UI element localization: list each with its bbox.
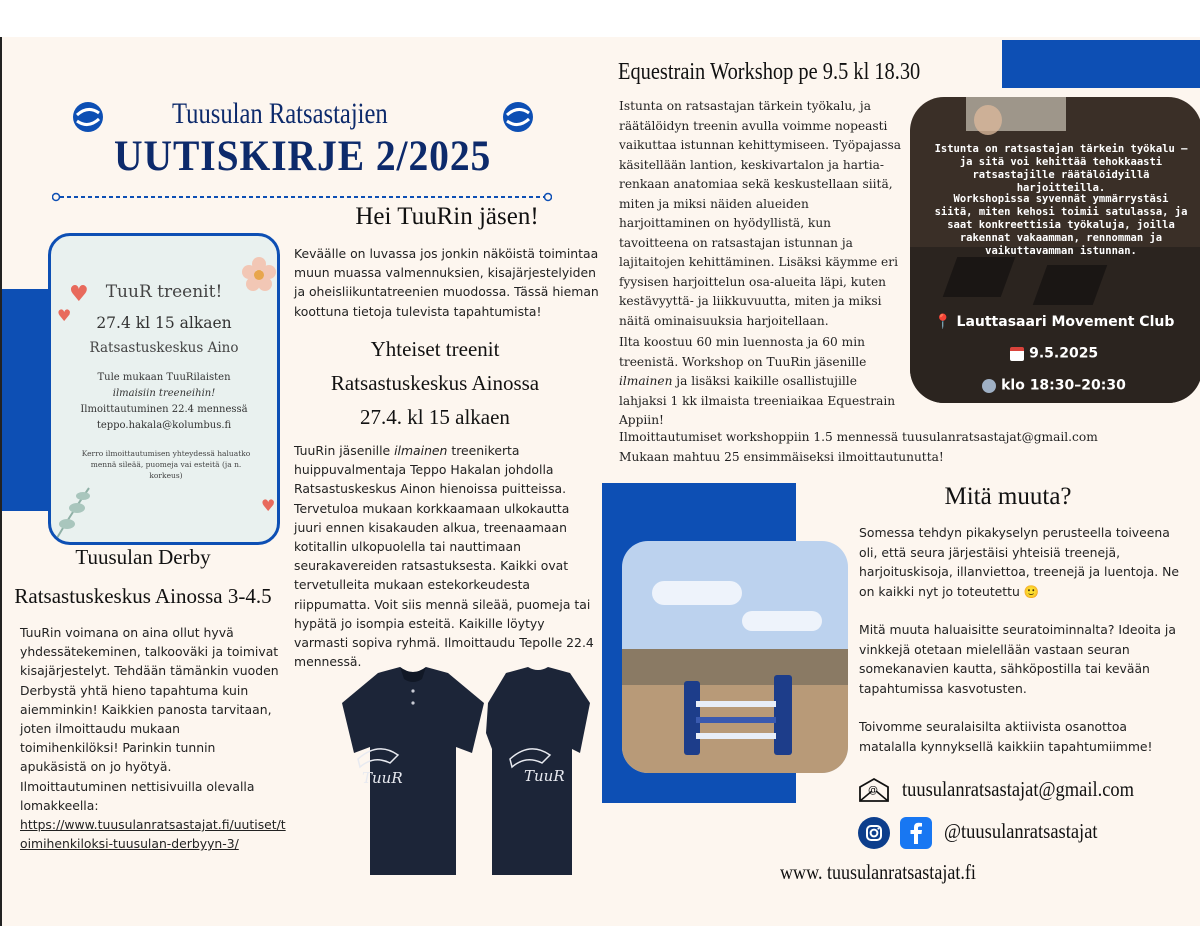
shirt-logo-text: TuuR: [362, 769, 403, 787]
treenit-card-small: Kerro ilmoittautumisen yhteydessä haluatko mennä sileää, puomeja vai esteitä (ja n. korkeus): [81, 449, 251, 480]
clock-icon: [982, 379, 996, 393]
contact-email[interactable]: tuusulanratsastajat@gmail.com: [902, 777, 1135, 801]
derby-heading-2: Ratsastuskeskus Ainossa 3-4.5: [14, 584, 272, 608]
arena-cloud: [652, 581, 742, 605]
treenit-card-line2: ilmaisiin treeneihin!: [112, 388, 216, 399]
workshop-text-2-italic: ilmainen: [619, 374, 673, 388]
workshop-text-2: [619, 333, 903, 431]
treenit-card-date: 27.4 kl 15 alkaen: [96, 314, 232, 332]
svg-text:@: @: [868, 785, 878, 796]
arena-photo: [622, 541, 848, 773]
derby-text: [20, 623, 286, 853]
treenit-card-line4: teppo.hakala@kolumbus.fi: [96, 420, 232, 431]
leaf-decoration: [53, 484, 93, 544]
arena-jump-pole: [696, 733, 776, 739]
heart-icon: ♥: [69, 282, 89, 307]
promo-time-row: [982, 375, 1126, 394]
yhteiset-text-rest: treenikerta huippuvalmentaja Teppo Hakalan johdolla Ratsastuskeskus Ainon hienoissa puitteissa. Tervetuloa mukaan korkkaamaan ulkokautta juuri ennen kisakauden alkua, treenaamaan kotitallin ulkopuolella tai nauttimaan seurakavereiden ratsastuksesta. Kaikki ovat tervetulleita mukaan estekorkeudesta riippumatta. Voit siis mennä sileää, puomeja tai hypätä jo isompia esteitä. Kaikille löytyy varmasti sopiva ryhmä. Ilmoittaudu Tepolle 22.4 mennessä.: [294, 443, 594, 670]
promo-figure: [974, 105, 1002, 135]
contact-website[interactable]: www. tuusulanratsastajat.fi: [780, 860, 976, 884]
workshop-signup-2: Mukaan mahtuu 25 ensimmäiseksi ilmoittautunutta!: [619, 450, 944, 464]
facebook-icon[interactable]: [900, 817, 932, 849]
workshop-text-2-start: Ilta koostuu 60 min luennosta ja 60 min treenistä. Workshop on TuuRin jäsenille: [619, 335, 867, 369]
arena-buildings: [622, 649, 848, 685]
muuta-text: [859, 523, 1185, 756]
calendar-icon: [1010, 347, 1024, 361]
swirl-icon: [502, 101, 534, 137]
muuta-para-3: Toivomme seuralaisilta aktiivista osanottoa matalalla kynnyksellä kaikkiin tapahtumiimme!: [859, 719, 1153, 754]
arena-jump-standard: [774, 675, 792, 755]
blue-block-left: [2, 289, 54, 511]
yhteiset-heading-2: Ratsastuskeskus Ainossa: [330, 371, 540, 395]
muuta-heading: Mitä muuta?: [944, 483, 1072, 510]
header-subtitle: Tuusulan Ratsastajien: [172, 97, 388, 130]
swirl-icon: [72, 101, 104, 137]
heart-icon: ♥: [57, 306, 72, 325]
arena-ground: [622, 685, 848, 773]
shirt-back-image: [486, 663, 590, 885]
instagram-icon[interactable]: [858, 817, 890, 849]
muuta-para-1: Somessa tehdyn pikakyselyn perusteella toiveena oli, että seura järjestäisi yhteisiä treenejä, harjoituskisoja, illanviettoa, treenejä ja luentoja. Ne on kaikki nyt jo toteutettu 🙂: [859, 525, 1180, 599]
arena-jump-pole: [696, 701, 776, 707]
welcome-heading: Hei TuuRin jäsen!: [355, 203, 539, 230]
contact-social[interactable]: @tuusulanratsastajat: [944, 819, 1098, 843]
workshop-text-1: Istunta on ratsastajan tärkein työkalu, ja räätälöidyn treenin avulla voimme nopeasti vaikuttaa istunnan kehittymiseen. Työpajassa käsitellään lantion, keskivartalon ja hartia-renkaan anatomiaa sekä keskustellaan siitä, miten ja miksi näiden alueiden harjoittaminen on hyödyllistä, kun tavoitteena on ratsastajan istunnan ja lajitaitojen kehittäminen. Lisäksi käymme eri fyysisen harjoittelun osa-alueita läpi, kuten kestävyyttä- ja liikkuvuutta, miten ja miksi näitä ominaisuuksia harjoitellaan.: [619, 99, 902, 328]
arena-cloud: [742, 611, 822, 631]
promo-text-2: Workshopissa syvennät ymmärrystäsi siitä, miten kehosi toimii satulassa, ja saat konkreettisia työkaluja, joilla rakennat vakaamman, rennomman ja vaikuttavamman istunnan.: [934, 193, 1188, 257]
muuta-para-2: Mitä muuta haluaisitte seuratoiminnalta? Ideoita ja vinkkejä otetaan mielellään vastaan seuran somekanavien kautta, sähköpostilla tai kevään tapahtumissa kasvotusten.: [859, 622, 1176, 696]
promo-time: klo 18:30–20:30: [1001, 377, 1126, 394]
yhteiset-heading-1: Yhteiset treenit: [370, 337, 500, 361]
derby-link-line-2: oimihenkiloksi-tuusulan-derbyyn-3/: [20, 836, 239, 852]
promo-text-1: Istunta on ratsastajan tärkein työkalu – ja sitä voi kehittää tehokkaasti ratsastajille räätälöidyillä harjoitteilla.: [934, 143, 1188, 194]
yhteiset-text-start: TuuRin jäsenille: [294, 443, 395, 458]
shirt-front-image: [338, 663, 488, 885]
treenit-card-line1: Tule mukaan TuuRilaisten: [97, 372, 231, 383]
promo-date-row: [1010, 343, 1098, 362]
workshop-promo-image: [910, 97, 1200, 403]
header-title: UUTISKIRJE 2/2025: [114, 133, 492, 180]
derby-text-body: TuuRin voimana on aina ollut hyvä yhdessätekeminen, talkooväki ja toimivat kisajärjestelyt. Tehdään tämänkin vuoden Derbystä yhtä hieno tapahtuma kuin aiemminkin! Kaikkien panosta tarvitaan, joten ilmoittaudu mukaan toimihenkilöksi! Parinkin tunnin apukäsistä on jo hyötyä. Ilmoittautuminen nettisivuilla olevalla lomakkeella:: [20, 625, 279, 813]
newsletter-page: [0, 37, 1200, 926]
treenit-card-title: TuuR treenit!: [105, 282, 223, 302]
arena-jump-pole: [696, 717, 776, 723]
treenit-card: [48, 233, 280, 545]
derby-heading-1: Tuusulan Derby: [75, 545, 211, 569]
workshop-signup-1: Ilmoittautumiset workshoppiin 1.5 mennessä tuusulanratsastajat@gmail.com: [619, 430, 1098, 444]
promo-location-row: [934, 311, 1174, 330]
yhteiset-text-italic: ilmainen: [394, 443, 448, 458]
welcome-text: Keväälle on luvassa jos jonkin näköistä toimintaa muun muassa valmennuksien, kisajärjestelyiden ja oheisliikuntatreenien muodossa. Tässä hieman koottuna tietoja tulevista tapahtumista!: [294, 246, 599, 319]
blue-block-top-right: [1002, 40, 1200, 88]
treenit-card-line3: Ilmoittautuminen 22.4 mennessä: [80, 404, 248, 415]
workshop-heading: Equestrain Workshop pe 9.5 kl 18.30: [618, 59, 921, 85]
location-pin-icon: 📍: [934, 314, 952, 330]
yhteiset-heading-3: 27.4. kl 15 alkaen: [360, 405, 510, 429]
derby-link-line-1: https://www.tuusulanratsastajat.fi/uutiset/t: [20, 817, 286, 833]
email-icon: [858, 777, 890, 807]
promo-location: Lauttasaari Movement Club: [956, 314, 1175, 330]
shirt-logo-text-back: TuuR: [524, 767, 565, 785]
treenit-card-place: Ratsastuskeskus Aino: [89, 340, 239, 356]
promo-date: 9.5.2025: [1029, 345, 1099, 362]
heart-icon: ♥: [261, 496, 276, 515]
workshop-text-2-rest: ja lisäksi kaikille osallistujille lahjaksi 1 kk ilmaista treeniaikaa Equestrain Appiin!: [619, 374, 896, 427]
derby-signup-link[interactable]: [20, 817, 286, 851]
yhteiset-text: [294, 441, 596, 671]
